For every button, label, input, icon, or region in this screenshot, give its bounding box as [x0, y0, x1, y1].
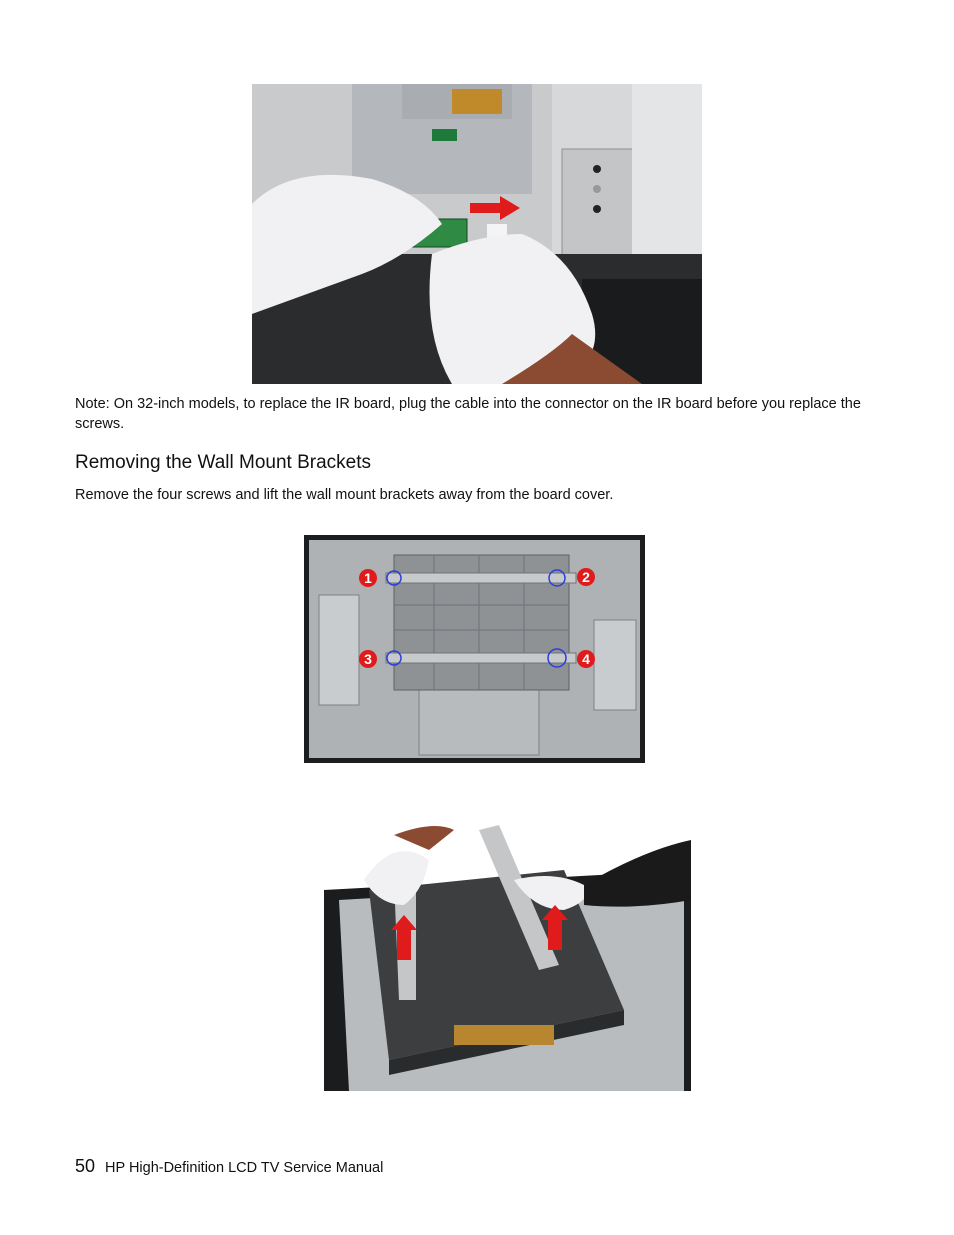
callout-4: 4	[582, 651, 590, 667]
section-heading: Removing the Wall Mount Brackets	[75, 452, 372, 473]
callout-1: 1	[364, 570, 372, 586]
note-label: Note	[75, 396, 106, 412]
note-text: : On 32-inch models, to replace the IR board, plug the cable into the connector on the IR board before you replace the screws.	[75, 396, 861, 432]
ir-board-photo	[252, 84, 702, 384]
callout-3: 3	[364, 651, 372, 667]
manual-title: HP High-Definition LCD TV Service Manual	[105, 1160, 384, 1176]
callout-2: 2	[582, 569, 590, 585]
lift-brackets-photo	[264, 810, 691, 1091]
page-number: 50	[75, 1156, 96, 1176]
page-footer	[75, 1156, 383, 1177]
wall-mount-screws-photo	[304, 535, 645, 763]
section-body: Remove the four screws and lift the wall mount brackets away from the board cover.	[75, 487, 614, 503]
note-paragraph	[75, 394, 865, 434]
